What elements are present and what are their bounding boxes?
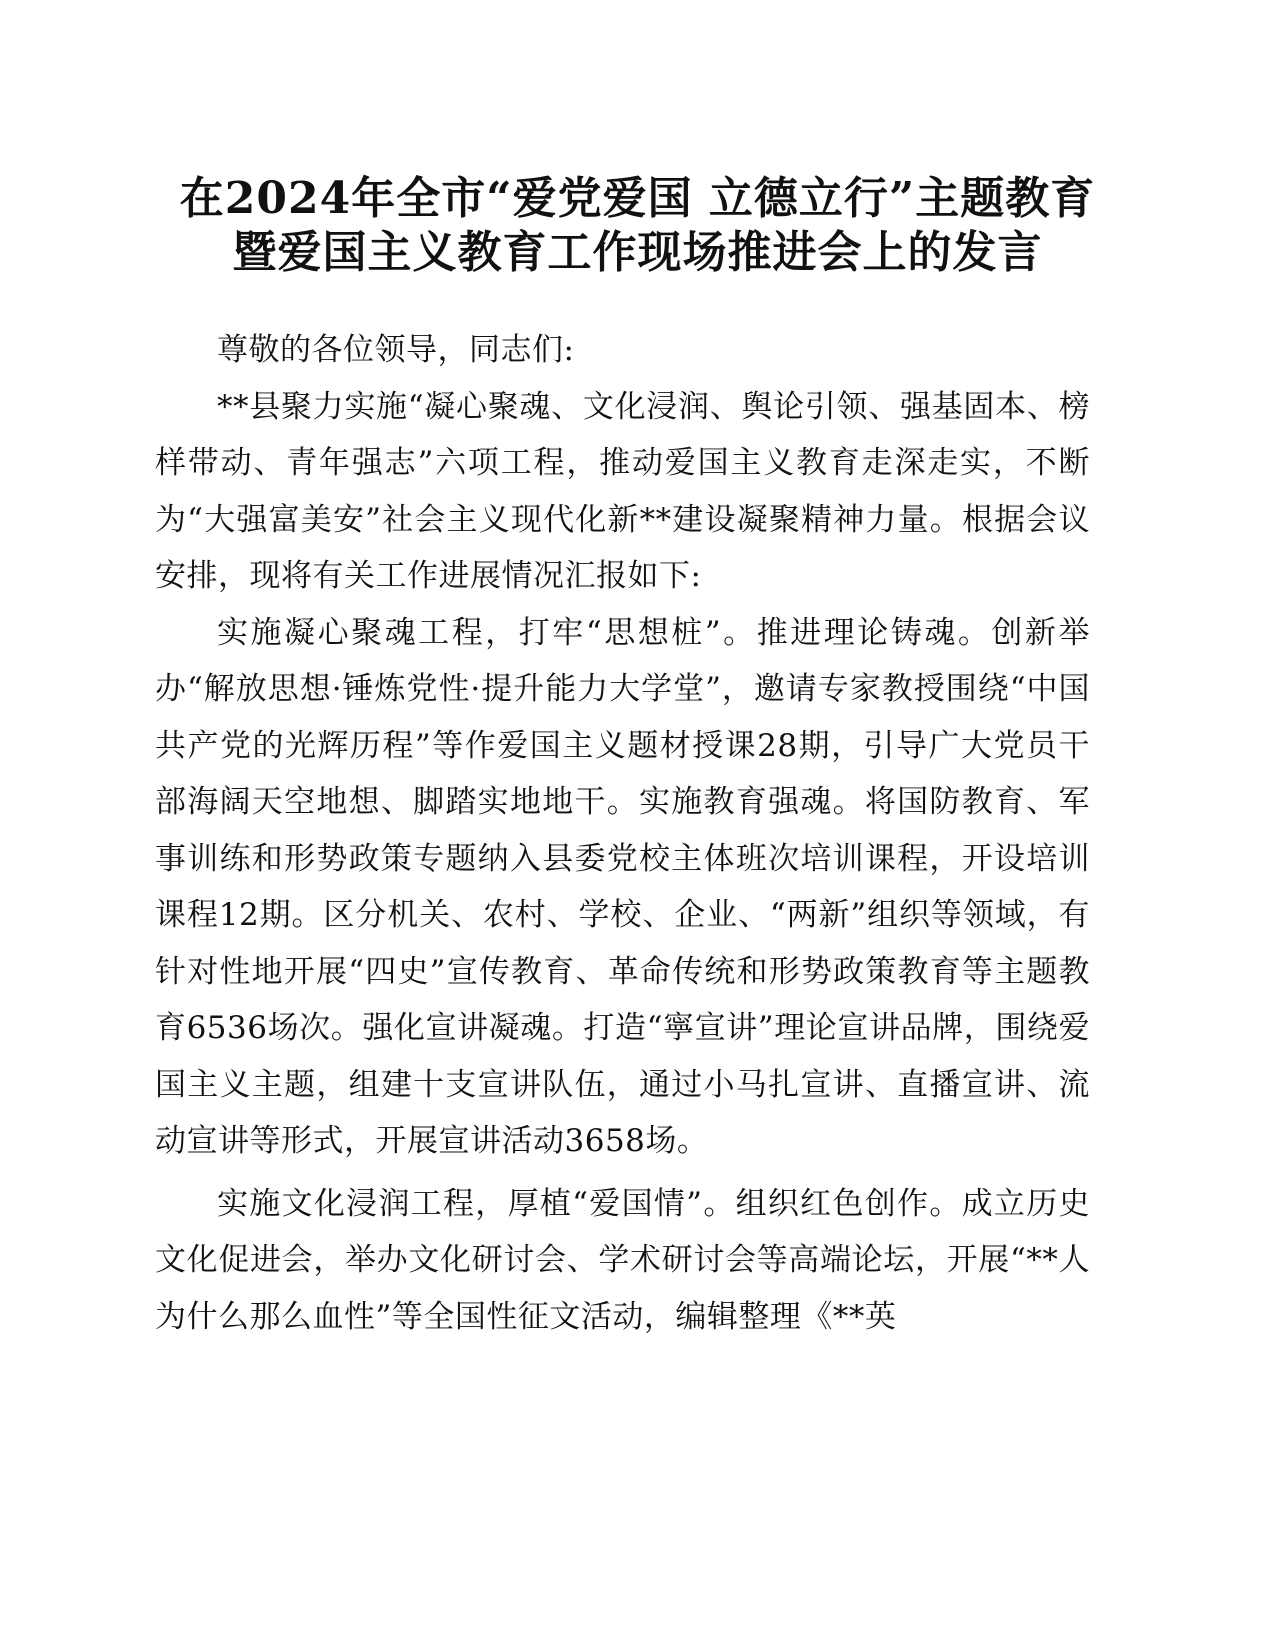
paragraph-ningxin: 实施凝心聚魂工程，打牢“思想桩”。推进理论铸魂。创新举办“解放思想·锤炼党性·提升能力大学堂”，邀请专家教授围绕“中国共产党的光辉历程”等作爱国主义题材授课28期，引导广大党员干部海阔天空地想、脚踏实地地干。实施教育强魂。将国防教育、军事训练和形势政策专题纳入县委党校主体班次培训课程，开设培训课程12期。区分机关、农村、学校、企业、“两新”组织等领域，有针对性地开展“四史”宣传教育、革命传统和形势政策教育等主题教育6536场次。强化宣讲凝魂。打造“寧宣讲”理论宣讲品牌，围绕爱国主义主题，组建十支宣讲队伍，通过小马扎宣讲、直播宣讲、流动宣讲等形式，开展宣讲活动3658场。	[155, 614, 1090, 1159]
title-line-1: 在2024年全市“爱党爱国 立德立行”主题教育	[179, 173, 1096, 224]
paragraph-intro: **县聚力实施“凝心聚魂、文化浸润、舆论引领、强基固本、榜样带动、青年强志”六项工程，推动爱国主义教育走深走实，不断为“大强富美安”社会主义现代化新**建设凝聚精神力量。根据会议安排，现将有关工作进展情况汇报如下:	[155, 388, 1090, 594]
paragraph-wenhua: 实施文化浸润工程，厚植“爱国情”。组织红色创作。成立历史文化促进会，举办文化研讨会、学术研讨会等高端论坛，开展“**人为什么那么血性”等全国性征文活动，编辑整理《**英	[155, 1185, 1090, 1335]
salutation: 尊敬的各位领导，同志们:	[217, 332, 575, 368]
title-line-2: 暨爱国主义教育工作现场推进会上的发言	[232, 227, 1043, 278]
document-body	[155, 322, 1090, 1345]
document-title	[140, 172, 1135, 280]
